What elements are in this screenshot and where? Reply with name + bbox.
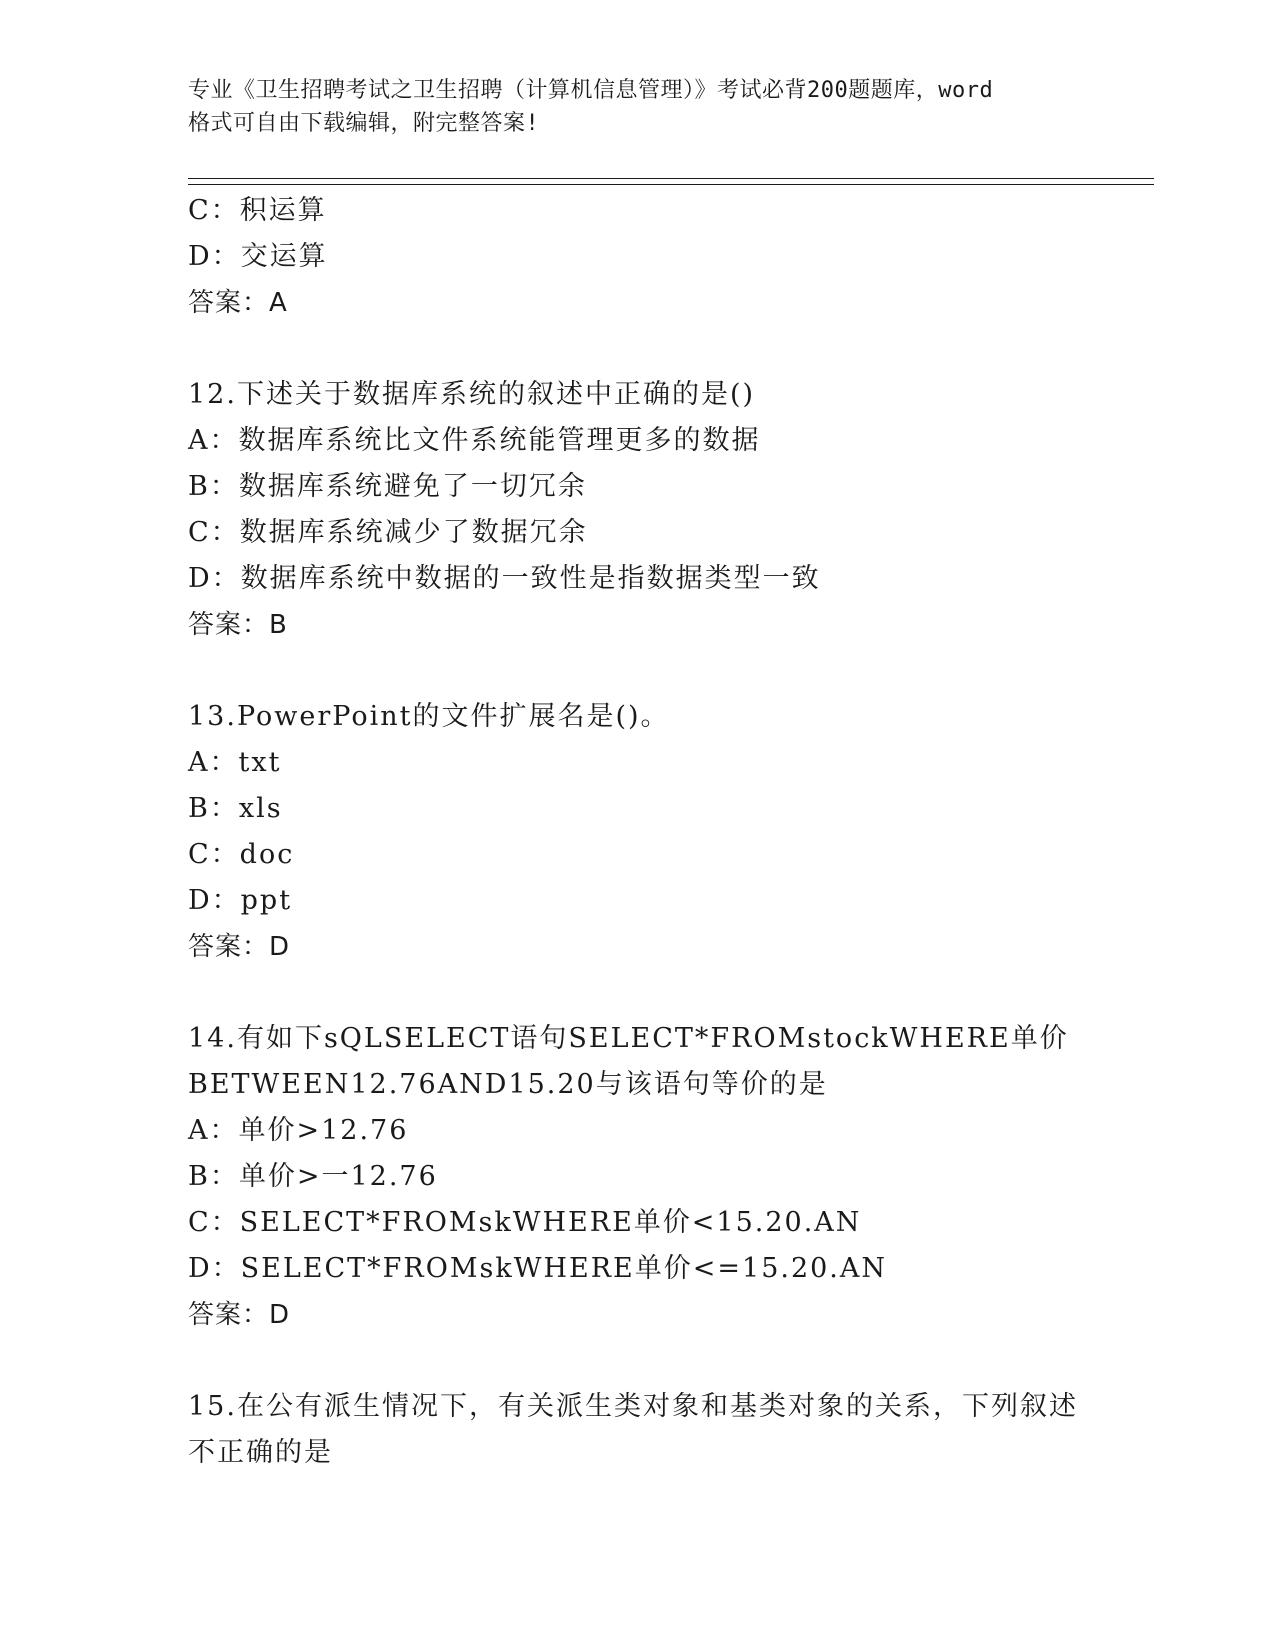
question-block bbox=[188, 1384, 1154, 1476]
option-text: D：SELECT*FROMskWHERE单价<=15.20.AN bbox=[188, 1253, 888, 1284]
option-text: D：数据库系统中数据的一致性是指数据类型一致 bbox=[188, 563, 821, 594]
option-text: D：交运算 bbox=[188, 241, 328, 272]
option-text: A：txt bbox=[188, 747, 282, 778]
option-text: 不正确的是 bbox=[188, 1437, 333, 1468]
header-divider bbox=[188, 178, 1154, 185]
document-header bbox=[188, 74, 1088, 140]
question-text: 13.PowerPoint的文件扩展名是()。 bbox=[188, 701, 670, 732]
option-text: C：数据库系统减少了数据冗余 bbox=[188, 517, 588, 548]
question-text: 14.有如下sQLSELECT语句SELECT*FROMstockWHERE单价 bbox=[188, 1023, 1069, 1054]
answer-text: 答案：B bbox=[188, 610, 288, 640]
block-spacer bbox=[188, 970, 1154, 1016]
question-block bbox=[188, 1016, 1154, 1338]
block-spacer bbox=[188, 648, 1154, 694]
option-text: A：单价>12.76 bbox=[188, 1115, 409, 1146]
block-spacer bbox=[188, 326, 1154, 372]
question-block bbox=[188, 188, 1154, 326]
answer-text: 答案：A bbox=[188, 288, 288, 318]
option-text: B：单价>一12.76 bbox=[188, 1161, 438, 1192]
block-spacer bbox=[188, 1338, 1154, 1384]
option-text: C：SELECT*FROMskWHERE单价<15.20.AN bbox=[188, 1207, 862, 1238]
question-text: 15.在公有派生情况下，有关派生类对象和基类对象的关系，下列叙述 bbox=[188, 1391, 1078, 1422]
answer-text: 答案：D bbox=[188, 1300, 291, 1330]
option-text: A：数据库系统比文件系统能管理更多的数据 bbox=[188, 425, 761, 456]
question-text: 12.下述关于数据库系统的叙述中正确的是() bbox=[188, 379, 756, 410]
question-block bbox=[188, 372, 1154, 648]
option-text: B：数据库系统避免了一切冗余 bbox=[188, 471, 587, 502]
option-text: C：积运算 bbox=[188, 195, 327, 226]
option-text: B：xls bbox=[188, 793, 283, 824]
answer-text: 答案：D bbox=[188, 932, 291, 962]
header-line-2: 格式可自由下载编辑，附完整答案! bbox=[188, 111, 540, 136]
option-text: C：doc bbox=[188, 839, 295, 870]
header-line-1: 专业《卫生招聘考试之卫生招聘（计算机信息管理）》考试必背200题题库，word bbox=[188, 78, 994, 103]
option-text: D：ppt bbox=[188, 885, 293, 916]
question-list bbox=[188, 188, 1154, 1476]
option-text: BETWEEN12.76AND15.20与该语句等价的是 bbox=[188, 1069, 828, 1100]
question-block bbox=[188, 694, 1154, 970]
